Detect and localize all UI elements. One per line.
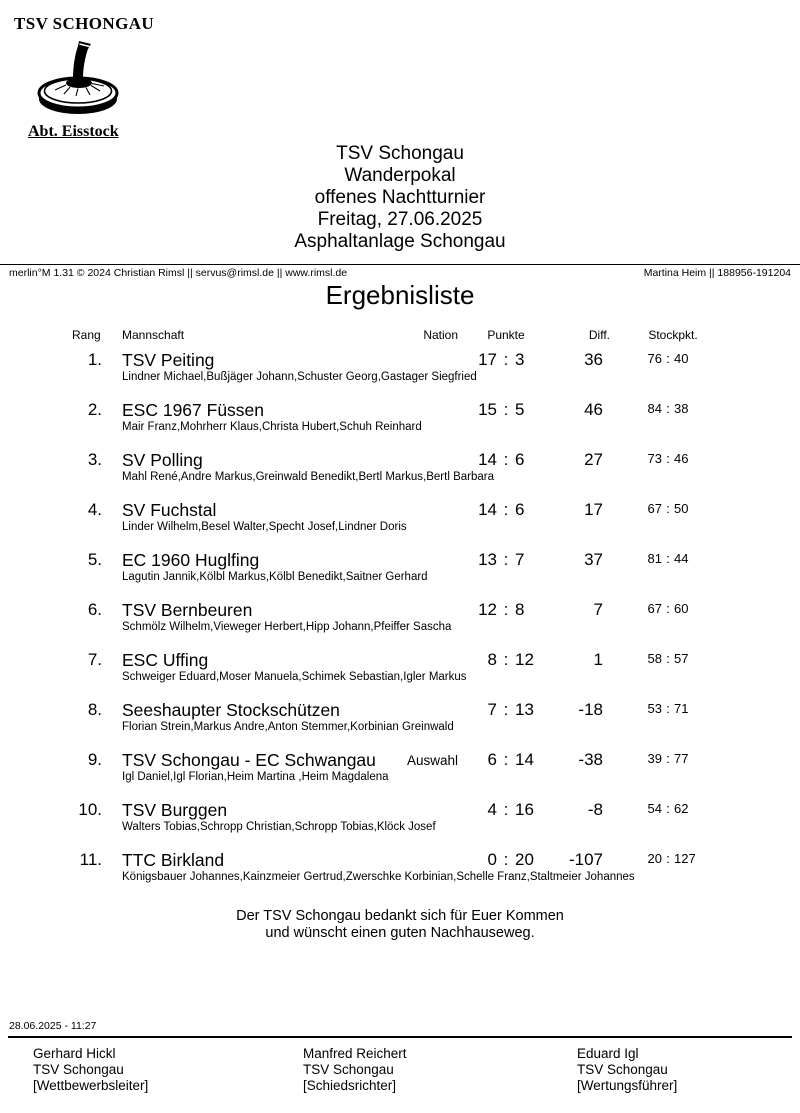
- points-against: 12: [515, 650, 534, 669]
- stockpoints-for: 81: [647, 551, 662, 566]
- print-timestamp: 28.06.2025 - 11:27: [9, 1020, 97, 1032]
- points-against: 16: [515, 800, 534, 819]
- points-separator: :: [503, 650, 509, 669]
- points-against: 7: [515, 550, 525, 569]
- event-title-line: offenes Nachtturnier: [314, 187, 486, 208]
- table-row: [0, 550, 800, 600]
- points-for: 8: [487, 650, 497, 669]
- points-for: 7: [487, 700, 497, 719]
- points-for: 14: [478, 500, 497, 519]
- official-club: TSV Schongau: [33, 1062, 124, 1077]
- stockpoints-separator: :: [666, 601, 670, 616]
- event-title-line: Freitag, 27.06.2025: [317, 209, 483, 230]
- points-separator: :: [503, 600, 509, 619]
- points-against: 20: [515, 850, 534, 869]
- points-against: 13: [515, 700, 534, 719]
- official-name: Gerhard Hickl: [33, 1046, 116, 1061]
- stockpoints-against: 62: [674, 801, 689, 816]
- official-name: Manfred Reichert: [303, 1046, 407, 1061]
- results-rows: [0, 350, 800, 900]
- stockpoints-separator: :: [666, 851, 670, 866]
- event-title-line: Wanderpokal: [344, 165, 456, 186]
- stockpoints-separator: :: [666, 751, 670, 766]
- official-signature-block: [303, 1046, 577, 1094]
- diff-cell: 7: [593, 600, 603, 619]
- event-title-block: [0, 143, 800, 253]
- team-name: SV Polling: [122, 450, 203, 470]
- operator-session-id: Martina Heim || 188956-191204: [643, 267, 791, 279]
- table-row: [0, 600, 800, 650]
- stockpoints-separator: :: [666, 801, 670, 816]
- event-title-line: TSV Schongau: [336, 143, 464, 164]
- team-name: TSV Bernbeuren: [122, 600, 253, 620]
- stockpoints-against: 38: [674, 401, 689, 416]
- column-header-diff: Diff.: [588, 328, 610, 342]
- points-separator: :: [503, 750, 509, 769]
- rank-cell: 8.: [87, 700, 102, 719]
- closing-message-line: und wünscht einen guten Nachhauseweg.: [265, 925, 535, 941]
- rank-cell: 6.: [87, 600, 102, 619]
- points-separator: :: [503, 550, 509, 569]
- points-for: 12: [478, 600, 497, 619]
- players-list: Lindner Michael,Bußjäger Johann,Schuster Georg,Gastager Siegfried: [122, 371, 477, 383]
- stockpoints-for: 39: [647, 751, 662, 766]
- points-separator: :: [503, 350, 509, 369]
- stockpoints-against: 60: [674, 601, 689, 616]
- players-list: Mair Franz,Mohrherr Klaus,Christa Hubert,Schuh Reinhard: [122, 421, 422, 433]
- club-department-label: Abt. Eisstock: [28, 123, 119, 140]
- rank-cell: 9.: [87, 750, 102, 769]
- points-separator: :: [503, 500, 509, 519]
- diff-cell: 1: [593, 650, 603, 669]
- stockpoints-separator: :: [666, 451, 670, 466]
- official-club: TSV Schongau: [303, 1062, 394, 1077]
- rank-cell: 3.: [87, 450, 102, 469]
- rank-cell: 11.: [79, 850, 102, 869]
- table-row: [0, 500, 800, 550]
- diff-cell: -107: [568, 850, 603, 869]
- players-list: Igl Daniel,Igl Florian,Heim Martina ,Heim Magdalena: [122, 771, 389, 783]
- points-against: 14: [515, 750, 534, 769]
- points-against: 6: [515, 500, 525, 519]
- meta-bar: [0, 264, 800, 279]
- points-separator: :: [503, 700, 509, 719]
- table-row: [0, 800, 800, 850]
- official-signature-block: [33, 1046, 303, 1094]
- team-name: ESC Uffing: [122, 650, 209, 670]
- stockpoints-against: 57: [674, 651, 689, 666]
- footer-divider: [8, 1036, 792, 1038]
- team-name: TTC Birkland: [122, 850, 225, 870]
- table-row: [0, 650, 800, 700]
- rank-cell: 1.: [87, 350, 102, 369]
- team-name: TSV Burggen: [122, 800, 228, 820]
- event-title-line: Asphaltanlage Schongau: [294, 231, 506, 252]
- points-for: 0: [487, 850, 497, 869]
- stockpoints-for: 53: [647, 701, 662, 716]
- points-separator: :: [503, 800, 509, 819]
- stockpoints-against: 40: [674, 351, 689, 366]
- column-header-points: Punkte: [487, 328, 525, 342]
- diff-cell: -38: [578, 750, 603, 769]
- points-for: 17: [478, 350, 497, 369]
- club-logo-block: [14, 14, 164, 141]
- points-for: 13: [478, 550, 497, 569]
- closing-message: [0, 908, 800, 942]
- team-name: TSV Peiting: [122, 350, 215, 370]
- software-credit: merlin°M 1.31 © 2024 Christian Rimsl || servus@rimsl.de || www.rimsl.de: [9, 267, 348, 279]
- stockpoints-separator: :: [666, 501, 670, 516]
- players-list: Schweiger Eduard,Moser Manuela,Schimek Sebastian,Igler Markus: [122, 671, 467, 683]
- team-name: EC 1960 Huglfing: [122, 550, 260, 570]
- table-row: [0, 400, 800, 450]
- diff-cell: 36: [584, 350, 603, 369]
- points-against: 5: [515, 400, 525, 419]
- points-separator: :: [503, 850, 509, 869]
- column-header-team: Mannschaft: [122, 328, 185, 342]
- rank-cell: 4.: [87, 500, 102, 519]
- table-row: [0, 700, 800, 750]
- stockpoints-against: 46: [674, 451, 689, 466]
- stockpoints-separator: :: [666, 651, 670, 666]
- column-header-stockpoints: Stockpkt.: [648, 328, 698, 342]
- points-against: 8: [515, 600, 525, 619]
- nation-cell: Auswahl: [406, 753, 458, 768]
- column-header-nation: Nation: [423, 328, 458, 342]
- stockpoints-against: 77: [674, 751, 689, 766]
- official-name: Eduard Igl: [577, 1046, 639, 1061]
- official-club: TSV Schongau: [577, 1062, 668, 1077]
- column-header-rank: Rang: [72, 328, 101, 342]
- closing-message-line: Der TSV Schongau bedankt sich für Euer Kommen: [236, 908, 564, 924]
- stockpoints-for: 20: [647, 851, 662, 866]
- page-title: Ergebnisliste: [325, 280, 475, 310]
- official-signature-block: [577, 1046, 677, 1094]
- diff-cell: 37: [584, 550, 603, 569]
- players-list: Florian Strein,Markus Andre,Anton Stemmer,Korbinian Greinwald: [122, 721, 454, 733]
- stockpoints-separator: :: [666, 401, 670, 416]
- results-table: [0, 328, 800, 900]
- players-list: Walters Tobias,Schropp Christian,Schropp Tobias,Klöck Josef: [122, 821, 436, 833]
- club-logo-text: TSV SCHONGAU: [14, 14, 155, 33]
- table-header-row: [0, 328, 800, 350]
- players-list: Schmölz Wilhelm,Vieweger Herbert,Hipp Johann,Pfeiffer Sascha: [122, 621, 452, 633]
- diff-cell: 46: [584, 400, 603, 419]
- stockpoints-for: 84: [647, 401, 662, 416]
- rank-cell: 10.: [78, 800, 102, 819]
- team-name: ESC 1967 Füssen: [122, 400, 265, 420]
- points-separator: :: [503, 400, 509, 419]
- table-row: [0, 350, 800, 400]
- official-role: [Wettbewerbsleiter]: [33, 1078, 149, 1093]
- stockpoints-against: 71: [674, 701, 689, 716]
- team-name: TSV Schongau - EC Schwangau: [122, 750, 376, 770]
- table-row: [0, 750, 800, 800]
- players-list: Königsbauer Johannes,Kainzmeier Gertrud,Zwerschke Korbinian,Schelle Franz,Staltmeier Johannes: [122, 871, 635, 883]
- stockpoints-against: 127: [674, 851, 696, 866]
- diff-cell: -18: [578, 700, 603, 719]
- points-separator: :: [503, 450, 509, 469]
- diff-cell: -8: [587, 800, 603, 819]
- stockpoints-for: 67: [647, 601, 662, 616]
- points-against: 3: [515, 350, 525, 369]
- eisstock-icon: [32, 36, 164, 121]
- stockpoints-for: 58: [647, 651, 662, 666]
- stockpoints-separator: :: [666, 351, 670, 366]
- points-for: 14: [478, 450, 497, 469]
- stockpoints-separator: :: [666, 551, 670, 566]
- points-for: 4: [487, 800, 497, 819]
- points-against: 6: [515, 450, 525, 469]
- points-for: 6: [487, 750, 497, 769]
- players-list: Mahl René,Andre Markus,Greinwald Benedikt,Bertl Markus,Bertl Barbara: [122, 471, 494, 483]
- players-list: Linder Wilhelm,Besel Walter,Specht Josef,Lindner Doris: [122, 521, 407, 533]
- points-for: 15: [478, 400, 497, 419]
- diff-cell: 17: [584, 500, 603, 519]
- stockpoints-separator: :: [666, 701, 670, 716]
- players-list: Lagutin Jannik,Kölbl Markus,Kölbl Benedikt,Saitner Gerhard: [122, 571, 428, 583]
- stockpoints-for: 76: [647, 351, 662, 366]
- stockpoints-against: 50: [674, 501, 689, 516]
- stockpoints-against: 44: [674, 551, 689, 566]
- official-role: [Schiedsrichter]: [303, 1078, 397, 1093]
- table-row: [0, 450, 800, 500]
- rank-cell: 5.: [87, 550, 102, 569]
- diff-cell: 27: [584, 450, 603, 469]
- table-row: [0, 850, 800, 900]
- officials-row: [0, 1046, 800, 1094]
- stockpoints-for: 67: [647, 501, 662, 516]
- stockpoints-for: 54: [647, 801, 662, 816]
- rank-cell: 7.: [87, 650, 102, 669]
- rank-cell: 2.: [87, 400, 102, 419]
- official-role: [Wertungsführer]: [577, 1078, 678, 1093]
- team-name: SV Fuchstal: [122, 500, 217, 520]
- team-name: Seeshaupter Stockschützen: [122, 700, 340, 720]
- stockpoints-for: 73: [647, 451, 662, 466]
